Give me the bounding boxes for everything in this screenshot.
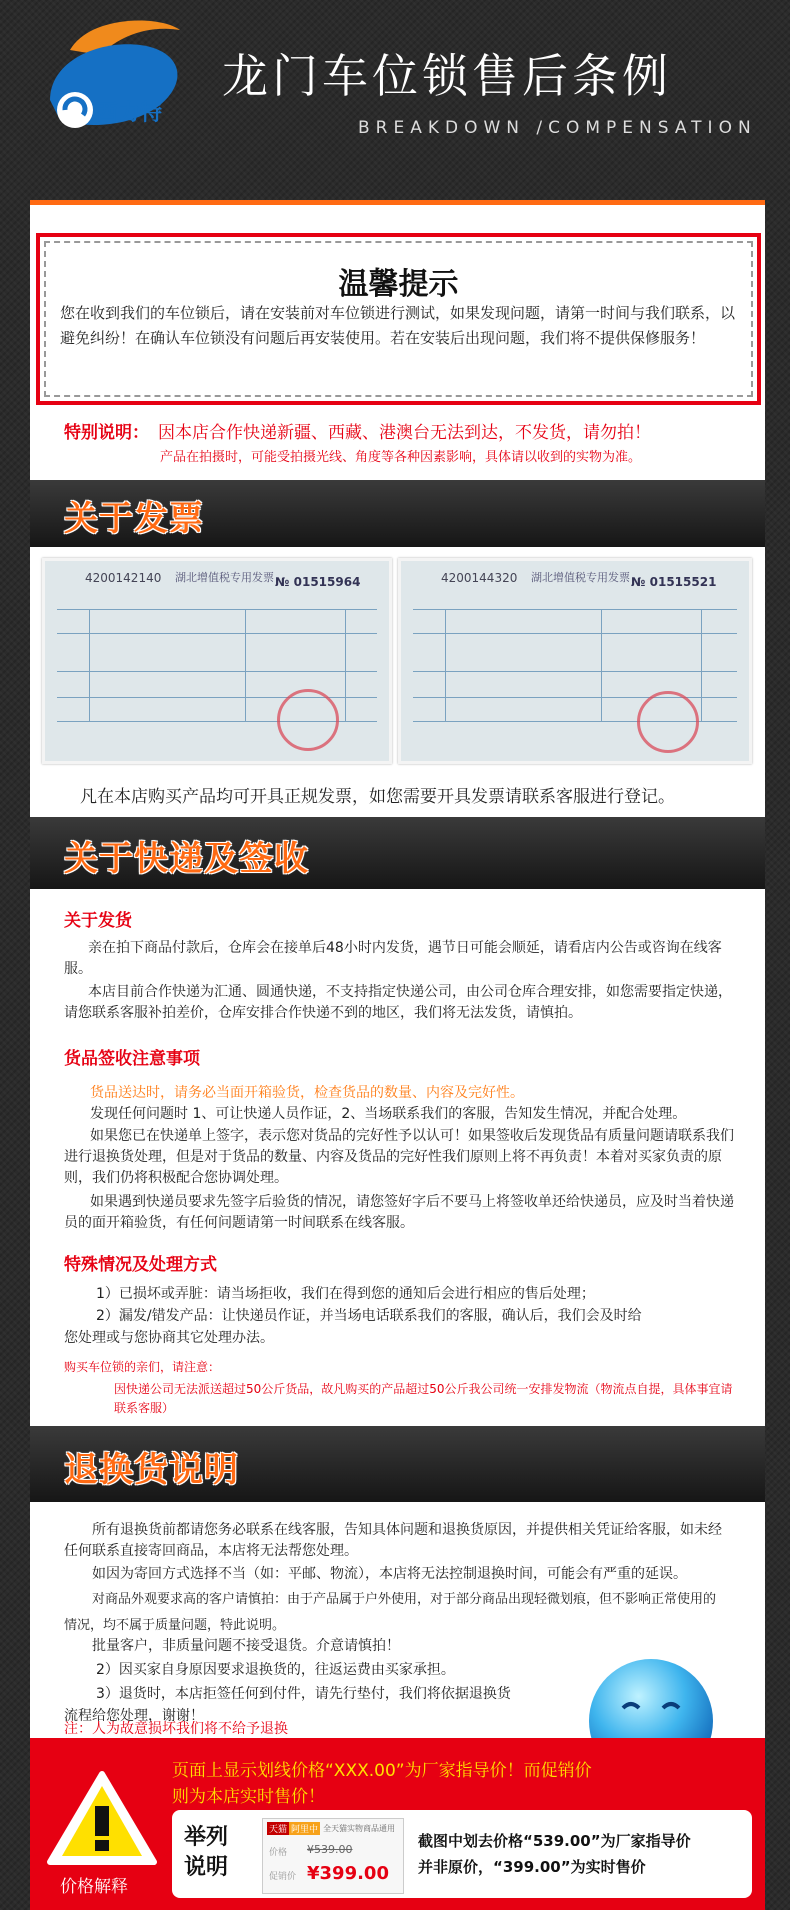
receipt-highlight: 货品送达时，请务必当面开箱验货，检查货品的数量、内容及完好性。	[90, 1085, 524, 1101]
delivery-section-title: 关于快递及签收	[64, 839, 309, 879]
notice-body: 您在收到我们的车位锁后，请在安装前对车位锁进行测试，如果发现问题，请第一时间与我们联系，以避免纠纷！在确认车位锁没有问题后再安装使用。若在安装后出现问题，我们将不提供保修服务！	[60, 304, 736, 347]
note-text: 因快递公司无法派送超过50公斤货品，故凡购买的产品超过50公斤我公司统一安排发物流（物流点自提，具体事宜请联系客服）	[114, 1382, 733, 1415]
return-note-line: 注：人为故意损坏我们将不给予退换	[64, 1721, 288, 1737]
return-p1: 所有退换货前都请您务必联系在线客服，告知具体问题和退换货原因，并提供相关凭证给客服，如未经任何联系直接寄回商品，本店将无法帮您处理。	[64, 1522, 722, 1559]
page-title: 龙门车位锁售后条例	[222, 49, 672, 103]
return-item-3a: 3）退货时，本店拒签任何到付件，请先行垫付，我们将依据退换货	[96, 1686, 511, 1702]
price-headline-2: 则为本店实时售价！	[172, 1787, 325, 1807]
invoice-band	[30, 480, 765, 547]
warning-icon	[46, 1770, 158, 1870]
shipping-p2: 本店目前合作快递为汇通、圆通快递，不支持指定快递公司，由公司仓库合理安排，如您需要指定快递，请您联系客服补拍差价，仓库安排合作快递不到的地区，我们将无法发货，请慎拍。	[64, 984, 732, 1021]
return-section-title: 退换货说明	[64, 1450, 239, 1490]
special-case-item-1: 1）已损坏或弄脏：请当场拒收，我们在得到您的通知后会进行相应的售后处理；	[96, 1286, 595, 1302]
example-box	[172, 1810, 752, 1898]
price-tag-screenshot	[262, 1818, 404, 1894]
special-text: 因本店合作快递新疆、西藏、港澳台无法到达，不发货，请勿拍！	[158, 423, 651, 443]
invoice-stamp-icon	[277, 689, 339, 751]
page-subtitle: BREAKDOWN /COMPENSATION	[358, 118, 757, 138]
example-label-2: 说明	[184, 1855, 229, 1880]
invoice-image-2: 4200144320 湖北增值税专用发票 № 01515521	[398, 558, 752, 764]
shipping-p1: 亲在拍下商品付款后，仓库会在接单后48小时内发货，遇节日可能会顺延，请看店内公告或咨询在线客服。	[64, 940, 722, 977]
tmall-badge: 天猫	[267, 1822, 289, 1835]
price-desc-2: 并非原价，“399.00”为实时售价	[418, 1858, 646, 1876]
return-item-2: 2）因买家自身原因要求退换货的，往返运费由买家承担。	[96, 1662, 455, 1678]
special-case-item-2b: 您处理或与您协商其它处理办法。	[64, 1330, 274, 1346]
tag-promo-value: ¥399.00	[307, 1863, 389, 1884]
invoice-caption: 凡在本店购买产品均可开具正规发票，如您需要开具发票请联系客服进行登记。	[80, 787, 675, 807]
price-badge-label: 价格解释	[60, 1877, 128, 1897]
return-p2: 如因为寄回方式选择不当（如：平邮、物流），本店将无法控制退换时间，可能会有严重的延误。	[92, 1566, 687, 1582]
invoice-section-title: 关于发票	[64, 499, 204, 539]
invoice-image-1: 4200142140 湖北增值税专用发票 № 01515964	[42, 558, 392, 764]
note-label: 购买车位锁的亲们，请注意：	[64, 1360, 221, 1374]
receipt-heading: 货品签收注意事项	[64, 1049, 200, 1069]
special-note: 产品在拍摄时，可能受拍摄光线、角度等各种因素影响，具体请以收到的实物为准。	[160, 450, 642, 465]
special-label: 特别说明：	[64, 423, 149, 443]
price-headline-1: 页面上显示划线价格“XXX.00”为厂家指导价！而促销价	[172, 1761, 592, 1781]
delivery-band	[30, 817, 765, 889]
return-p3b: 情况，均不属于质量问题，特此说明。	[64, 1618, 286, 1633]
return-p3a: 对商品外观要求高的客户请慎拍：由于产品属于户外使用，对于部分商品出现轻微划痕，但不影响正常使用的	[92, 1592, 717, 1607]
receipt-p1: 发现任何问题时 1、可让快递人员作证，2、当场联系我们的客服，告知发生情况，并配合处理。	[90, 1106, 687, 1122]
receipt-p2: 如果您已在快递单上签字，表示您对货品的完好性予以认可！如果签收后发现货品有质量问题请联系我们进行退换货处理，但是对于货品的数量、内容及货品的完好性我们原则上将不再负责！本着对买家负责的原则，我们仍将积极配合您协调处理。	[64, 1128, 734, 1186]
example-label-1: 举列	[184, 1825, 229, 1850]
notice-box	[36, 233, 761, 405]
logo-mark-icon	[30, 10, 210, 150]
price-desc-1: 截图中划去价格“539.00”为厂家指导价	[418, 1832, 691, 1850]
notice-title: 温馨提示	[338, 267, 459, 302]
tag-price-label: 价格	[269, 1848, 288, 1858]
return-band	[30, 1426, 765, 1502]
logo[interactable]	[30, 10, 210, 150]
special-case-item-2a: 2）漏发/错发产品：让快递员作证，并当场电话联系我们的客服，确认后，我们会及时给	[96, 1308, 642, 1324]
tag-price-value: ¥539.00	[307, 1843, 353, 1856]
return-p4: 批量客户，非质量问题不接受退货。介意请慎拍！	[92, 1638, 400, 1654]
invoice-stamp-icon	[637, 691, 699, 753]
receipt-p3: 如果遇到快递员要求先签字后验货的情况，请您签好字后不要马上将签收单还给快递员，应及时当着快递员的面开箱验货，有任何问题请第一时间联系在线客服。	[64, 1194, 734, 1231]
tag-desc: 全天猫实物商品通用	[323, 1824, 395, 1833]
tag-promo-label: 促销价	[269, 1872, 297, 1882]
tag-flag: 阿里中	[289, 1822, 320, 1835]
return-item-3b: 流程给您处理，谢谢！	[64, 1708, 204, 1724]
brand-name: 西力特	[96, 101, 163, 126]
special-case-heading: 特殊情况及处理方式	[64, 1255, 217, 1275]
shipping-heading: 关于发货	[64, 911, 132, 931]
